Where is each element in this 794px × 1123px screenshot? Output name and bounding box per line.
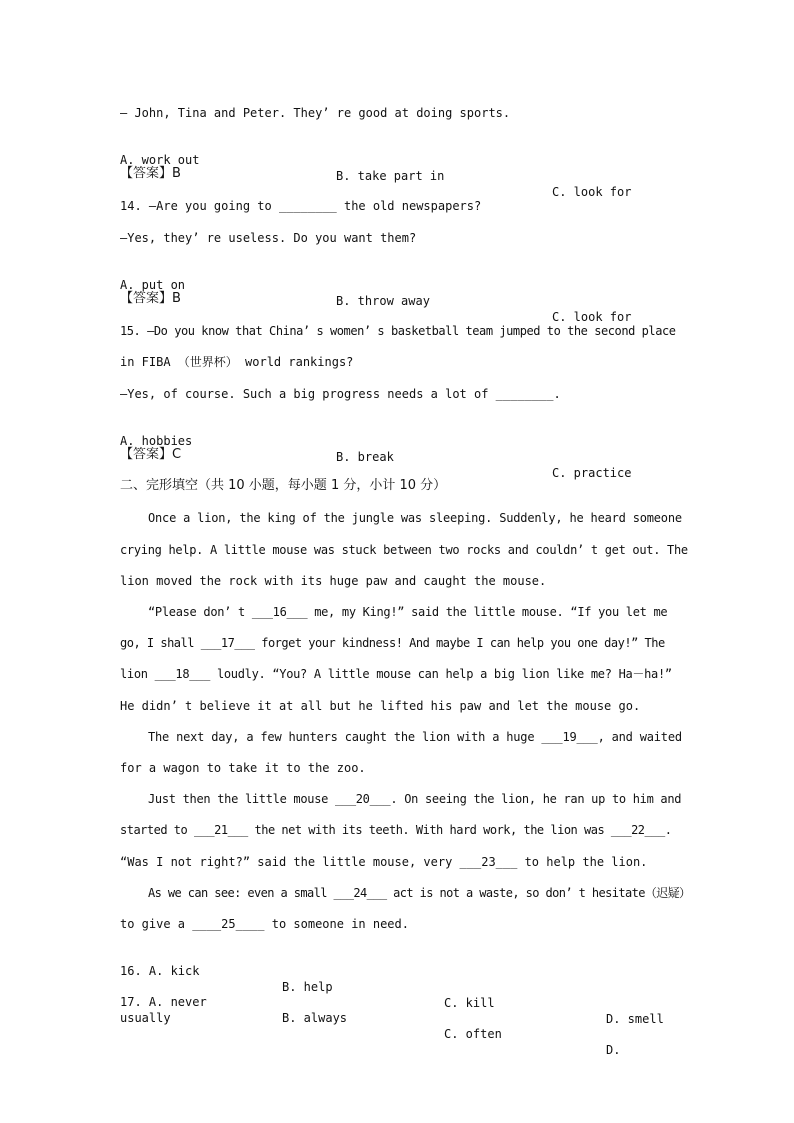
q13-answer: 【答案】B <box>120 166 181 181</box>
q16-option-d: D. smell <box>606 1012 664 1026</box>
q16-option-b: B. help <box>282 980 333 994</box>
q15-option-c: C. practice <box>552 466 632 480</box>
q17-options <box>120 978 680 1074</box>
passage-line: to give a ____25____ to someone in need. <box>120 917 409 931</box>
q17-option-d: D. <box>606 1043 621 1057</box>
passage-line: He didn’ t believe it at all but he lifted his paw and let the mouse go. <box>120 699 641 713</box>
q17-option-a: 17. A. never <box>120 995 207 1009</box>
q13-option-b: B. take part in <box>336 169 445 183</box>
passage-line: “Please don’ t ___16___ me, my King!” said the little mouse. “If you let me <box>148 605 668 619</box>
passage-line: Just then the little mouse ___20___. On seeing the lion, he ran up to him and <box>148 792 682 806</box>
passage-line: lion ___18___ loudly. “You? A little mouse can help a big lion like me? Ha－ha!” <box>120 667 672 681</box>
q14-question: 14. —Are you going to ________ the old newspapers? <box>120 199 482 213</box>
q15-question: 15. —Do you know that China’ s women’ s basketball team jumped to the second place <box>120 324 676 338</box>
q15-question-cont: in FIBA （世界杯） world rankings? <box>120 355 354 369</box>
q17-option-d-word: usually <box>120 1011 171 1025</box>
q14-option-b: B. throw away <box>336 294 430 308</box>
section-heading: 二、完形填空（共 10 小题，每小题 1 分，小计 10 分） <box>120 478 447 493</box>
q13-line: — John, Tina and Peter. They’ re good at doing sports. <box>120 106 511 120</box>
q15-option-b: B. break <box>336 450 394 464</box>
q15-answer: 【答案】C <box>120 447 182 462</box>
q14-option-c: C. look for <box>552 310 632 324</box>
passage-line: “Was I not right?” said the little mouse, very ___23___ to help the lion. <box>120 855 648 869</box>
q14-reply: —Yes, they’ re useless. Do you want them? <box>120 231 417 245</box>
passage-line: lion moved the rock with its huge paw and caught the mouse. <box>120 574 547 588</box>
q15-option-a: A. hobbies <box>120 434 193 448</box>
q17-option-b: B. always <box>282 1011 348 1025</box>
passage-line: Once a lion, the king of the jungle was sleeping. Suddenly, he heard someone <box>148 511 682 525</box>
passage-line: As we can see: even a small ___24___ act is not a waste, so don’ t hesitate（迟疑） <box>148 886 691 900</box>
passage-line: started to ___21___ the net with its teeth. With hard work, the lion was ___22___. <box>120 823 672 837</box>
q14-option-a: A. put on <box>120 278 186 292</box>
q14-answer: 【答案】B <box>120 291 181 306</box>
passage-line: for a wagon to take it to the zoo. <box>120 761 366 775</box>
q16-option-a: 16. A. kick <box>120 964 200 978</box>
q16-option-c: C. kill <box>444 996 495 1010</box>
passage-line: go, I shall ___17___ forget your kindness! And maybe I can help you one day!” The <box>120 636 665 650</box>
passage-line: The next day, a few hunters caught the lion with a huge ___19___, and waited <box>148 730 682 744</box>
q17-option-c: C. often <box>444 1027 502 1041</box>
q15-reply: —Yes, of course. Such a big progress needs a lot of ________. <box>120 387 561 401</box>
q13-option-c: C. look for <box>552 185 632 199</box>
q13-option-a: A. work out <box>120 153 200 167</box>
passage-line: crying help. A little mouse was stuck between two rocks and couldn’ t get out. The <box>120 543 688 557</box>
